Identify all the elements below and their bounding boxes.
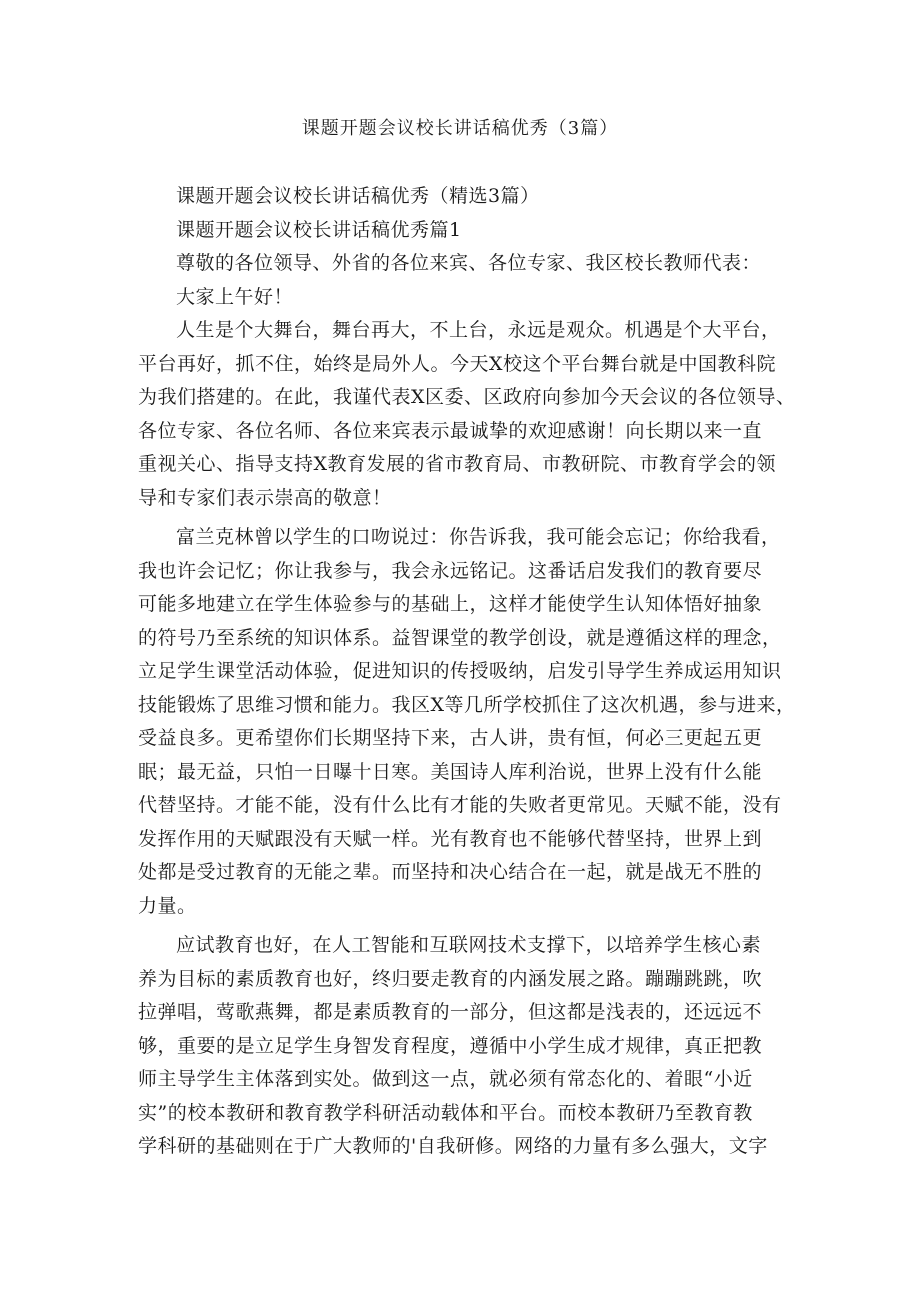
document-title: 课题开题会议校长讲话稿优秀（3篇） <box>301 118 619 139</box>
paragraph-line: 为我们搭建的。在此，我谨代表X区委、区政府向参加今天会议的各位领导、 <box>138 386 796 408</box>
paragraph-line: 技能锻炼了思维习惯和能力。我区X等几所学校抓住了这次机遇，参与进来， <box>138 693 796 716</box>
paragraph-line: 的符号乃至系统的知识体系。益智课堂的教学创设，就是遵循这样的理念， <box>138 626 782 649</box>
paragraph-1 <box>138 314 798 515</box>
paragraph-line: 发挥作用的天赋跟没有天赋一样。光有教育也不能够代替坚持，世界上到 <box>138 827 763 850</box>
paragraph-line: 养为目标的素质教育也好，终归要走教育的内涵发展之路。蹦蹦跳跳，吹 <box>138 967 763 990</box>
paragraph-line: 实”的校本教研和教育教学科研活动载体和平台。而校本教研乃至教育教 <box>138 1101 753 1124</box>
paragraph-line: 重视关心、指导支持X教育发展的省市教育局、市教研院、市教育学会的领 <box>138 453 777 475</box>
paragraph-line: 导和专家们表示崇高的敬意！ <box>138 486 392 509</box>
paragraph-line: 受益良多。更希望你们长期坚持下来，古人讲，贵有恒，何必三更起五更 <box>138 727 763 749</box>
paragraph-line: 力量。 <box>138 894 197 917</box>
paragraph-2 <box>138 521 798 923</box>
paragraph-line: 可能多地建立在学生体验参与的基础上，这样才能使学生认知体悟好抽象 <box>138 593 763 615</box>
paragraph-line: 学科研的基础则在于广大教师的'自我研修。网络的力量有多么强大，文字 <box>138 1135 768 1157</box>
paragraph-line: 人生是个大舞台，舞台再大，不上台，永远是观众。机遇是个大平台， <box>176 319 781 341</box>
paragraph-line: 各位专家、各位名师、各位来宾表示最诚挚的欢迎感谢！向长期以来一直 <box>138 419 763 442</box>
paragraph-line: 富兰克林曾以学生的口吻说过：你告诉我，我可能会忘记；你给我看， <box>176 526 781 548</box>
paragraph-line: 应试教育也好，在人工智能和互联网技术支撑下，以培养学生核心素 <box>176 934 762 956</box>
paragraph-line: 代替坚持。才能不能，没有什么比有才能的失败者更常见。天赋不能，没有 <box>138 794 782 816</box>
section-heading: 课题开题会议校长讲话稿优秀篇1 <box>176 218 462 241</box>
paragraph-line: 拉弹唱，莺歌燕舞，都是素质教育的一部分，但这都是浅表的，还远远不 <box>138 1001 763 1023</box>
paragraph-line: 眠；最无益，只怕一日曝十日寒。美国诗人库利治说，世界上没有什么能 <box>138 760 763 783</box>
document-body <box>138 180 798 1164</box>
paragraph-line: 师主导学生主体落到实处。做到这一点，就必须有常态化的、着眼“小近 <box>138 1068 753 1090</box>
subtitle-line: 课题开题会议校长讲话稿优秀（精选3篇） <box>176 185 540 207</box>
salutation-line: 尊敬的各位领导、外省的各位来宾、各位专家、我区校长教师代表： <box>176 252 762 274</box>
paragraph-line: 处都是受过教育的无能之辈。而坚持和决心结合在一起，就是战无不胜的 <box>138 861 763 883</box>
paragraph-line: 我也许会记忆；你让我参与，我会永远铭记。这番话启发我们的教育要尽 <box>138 559 763 582</box>
paragraph-3 <box>138 929 798 1164</box>
paragraph-line: 够，重要的是立足学生身智发育程度，遵循中小学生成才规律，真正把教 <box>138 1034 763 1057</box>
greeting-line: 大家上午好！ <box>176 285 294 308</box>
paragraph-line: 立足学生课堂活动体验，促进知识的传授吸纳，启发引导学生养成运用知识 <box>138 660 782 682</box>
paragraph-line: 平台再好，抓不住，始终是局外人。今天X校这个平台舞台就是中国教科院 <box>138 352 777 375</box>
